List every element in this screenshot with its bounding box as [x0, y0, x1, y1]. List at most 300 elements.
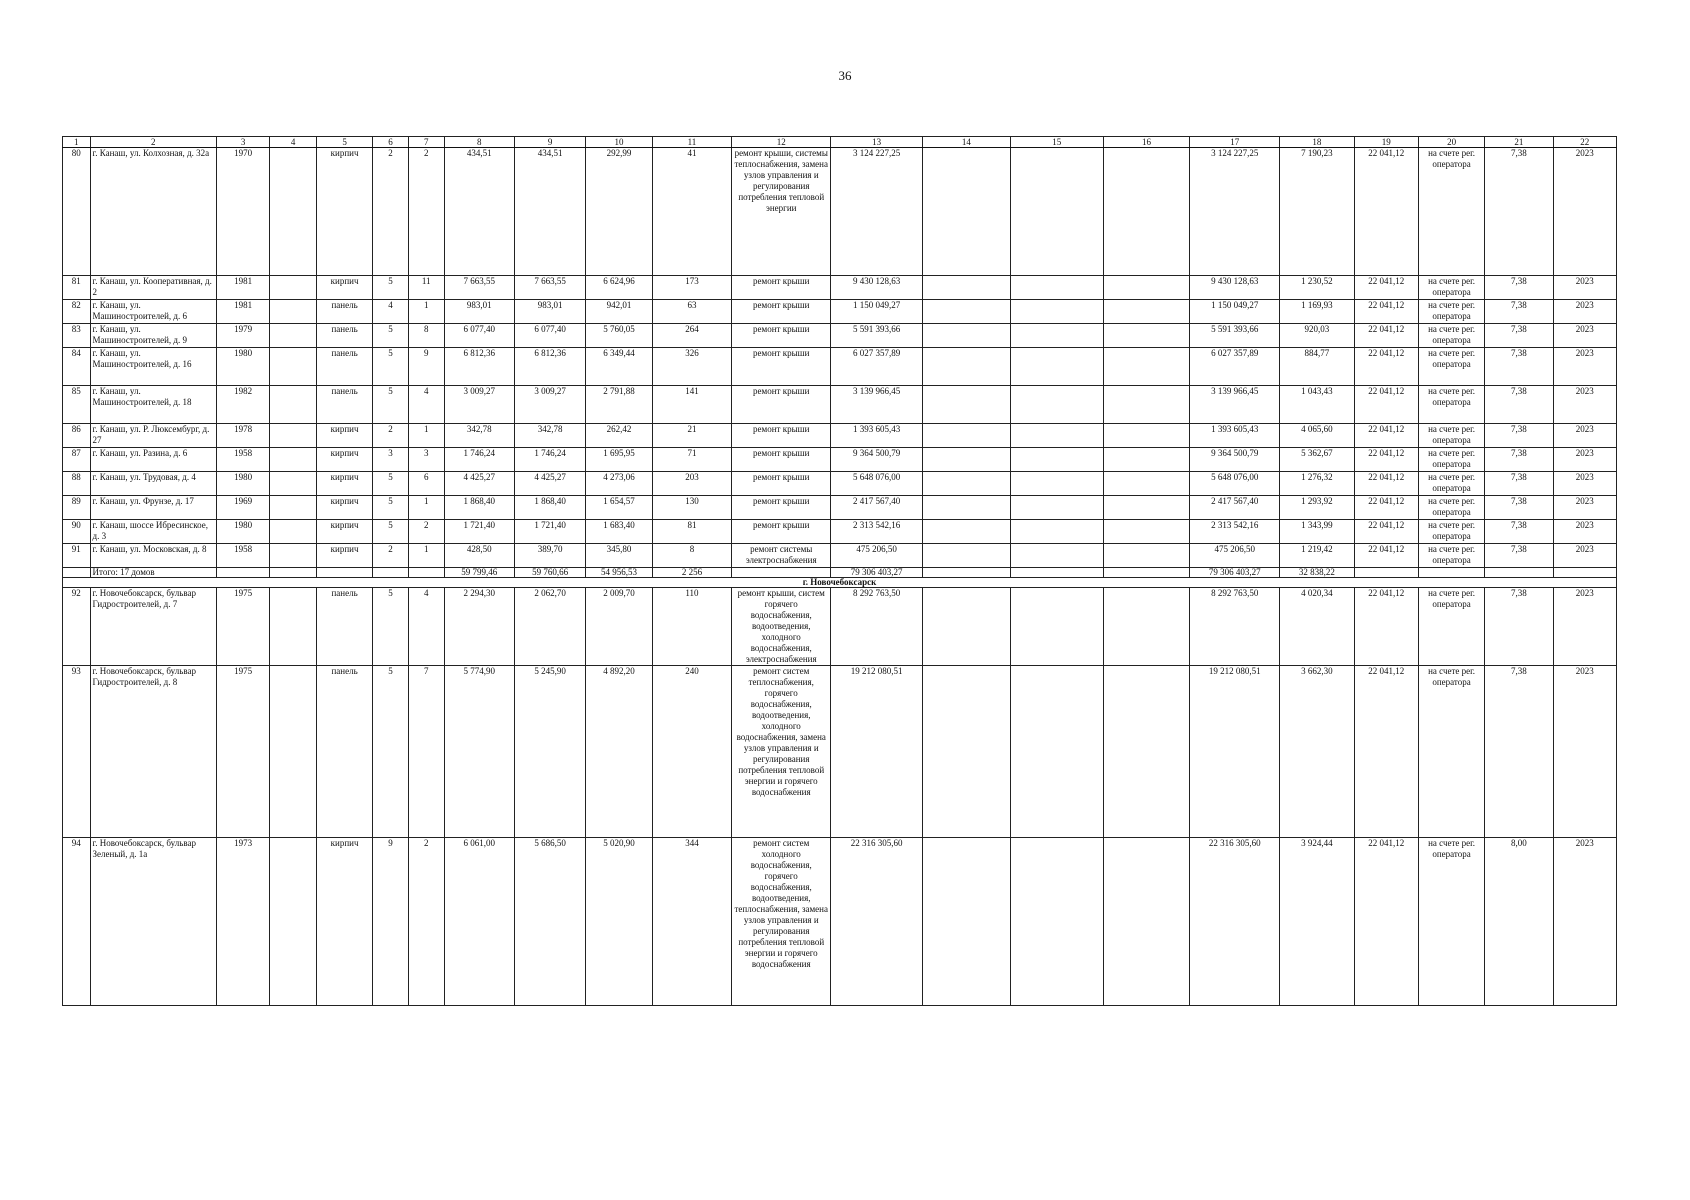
column-number-cell: 9 — [514, 137, 585, 148]
planned-year-cell: 2023 — [1553, 472, 1616, 496]
address-cell: г. Канаш, ул. Машиностроителей, д. 9 — [90, 324, 217, 348]
repair-cost-cell: 5 648 076,00 — [831, 472, 923, 496]
column-number-cell: 11 — [652, 137, 732, 148]
col-15-cell — [1010, 424, 1103, 448]
table-row — [63, 588, 1617, 666]
col-16-cell — [1103, 544, 1190, 568]
floors-cell: 2 — [373, 424, 409, 448]
floors-cell: 9 — [373, 838, 409, 1006]
address-cell: г. Канаш, ул. Колхозная, д. 32а — [90, 148, 217, 276]
wall-material-cell: кирпич — [317, 496, 373, 520]
cost-per-sqm-cell: 3 662,30 — [1280, 666, 1354, 838]
col-16-cell — [1103, 496, 1190, 520]
work-types-cell: ремонт систем холодного водоснабжения, горячего водоснабжения, водоотведения, теплоснабжения, замена узлов управления и регулирования потребления тепловой энергии и горячего водоснабжения — [732, 838, 831, 1006]
residents-cell: 344 — [652, 838, 732, 1006]
col-14-cell — [923, 472, 1011, 496]
total-area-cell: 6 077,40 — [444, 324, 514, 348]
table-row — [63, 424, 1617, 448]
col-4-cell — [270, 448, 317, 472]
year-built-cell: 1982 — [217, 386, 270, 424]
entrances-cell: 2 — [408, 838, 444, 1006]
residential-area-cell: 1 746,24 — [514, 448, 585, 472]
residents-cell: 21 — [652, 424, 732, 448]
wall-material-cell: панель — [317, 386, 373, 424]
planned-year-cell: 2023 — [1553, 448, 1616, 472]
wall-material-cell: кирпич — [317, 276, 373, 300]
col-15-cell — [1010, 666, 1103, 838]
work-types-cell: ремонт крыши — [732, 496, 831, 520]
repair-cost-cell: 9 430 128,63 — [831, 276, 923, 300]
repair-cost-cell: 5 591 393,66 — [831, 324, 923, 348]
total-area-cell: 5 774,90 — [444, 666, 514, 838]
col-15-cell — [1010, 324, 1103, 348]
col-15-cell — [1010, 300, 1103, 324]
year-built-cell: 1958 — [217, 448, 270, 472]
residential-area-cell: 434,51 — [514, 148, 585, 276]
total-area-cell: 428,50 — [444, 544, 514, 568]
total-area-cell: 342,78 — [444, 424, 514, 448]
column-number-cell: 1 — [63, 137, 91, 148]
col-14-cell — [923, 588, 1011, 666]
floors-cell: 2 — [373, 148, 409, 276]
col-4-cell — [270, 472, 317, 496]
column-number-cell: 13 — [831, 137, 923, 148]
repair-cost-cell: 475 206,50 — [831, 544, 923, 568]
year-built-cell: 1981 — [217, 276, 270, 300]
fund-method-cell: на счете рег. оператора — [1418, 472, 1484, 496]
total-area-cell: 1 746,24 — [444, 448, 514, 472]
col-17-amount-cell: 475 206,50 — [1190, 544, 1280, 568]
col-15-cell — [1010, 276, 1103, 300]
total-area-cell: 4 425,27 — [444, 472, 514, 496]
col-14-cell — [923, 276, 1011, 300]
wall-material-cell: кирпич — [317, 472, 373, 496]
row-number-cell: 85 — [63, 386, 91, 424]
column-number-cell: 3 — [217, 137, 270, 148]
col-15-cell — [1010, 544, 1103, 568]
row-number-cell: 90 — [63, 520, 91, 544]
cost-per-sqm-cell: 3 924,44 — [1280, 838, 1354, 1006]
col-4-cell — [270, 276, 317, 300]
row-number-cell: 89 — [63, 496, 91, 520]
address-cell: г. Канаш, ул. Трудовая, д. 4 — [90, 472, 217, 496]
total-cell: 54 956,53 — [586, 568, 652, 578]
entrances-cell: 2 — [408, 148, 444, 276]
max-cost-per-sqm-cell: 22 041,12 — [1354, 472, 1418, 496]
residents-cell: 71 — [652, 448, 732, 472]
year-built-cell: 1958 — [217, 544, 270, 568]
table-row — [63, 276, 1617, 300]
col-15-cell — [1010, 148, 1103, 276]
contribution-rate-cell: 8,00 — [1485, 838, 1553, 1006]
year-built-cell: 1975 — [217, 588, 270, 666]
wall-material-cell: кирпич — [317, 544, 373, 568]
col-16-cell — [1103, 588, 1190, 666]
col-4-cell — [270, 666, 317, 838]
col-16-cell — [1103, 300, 1190, 324]
work-types-cell: ремонт систем теплоснабжения, горячего водоснабжения, водоотведения, холодного водоснабжения, замена узлов управления и регулирования потребления тепловой энергии и горячего водоснабжения — [732, 666, 831, 838]
fund-method-cell: на счете рег. оператора — [1418, 300, 1484, 324]
max-cost-per-sqm-cell: 22 041,12 — [1354, 276, 1418, 300]
work-types-cell: ремонт крыши — [732, 424, 831, 448]
col-17-amount-cell: 2 313 542,16 — [1190, 520, 1280, 544]
contribution-rate-cell: 7,38 — [1485, 386, 1553, 424]
col-15-cell — [1010, 496, 1103, 520]
contribution-rate-cell: 7,38 — [1485, 300, 1553, 324]
fund-method-cell: на счете рег. оператора — [1418, 348, 1484, 386]
col-17-amount-cell: 19 212 080,51 — [1190, 666, 1280, 838]
col-17-amount-cell: 22 316 305,60 — [1190, 838, 1280, 1006]
residential-area-2-cell: 5 760,05 — [586, 324, 652, 348]
table-row — [63, 520, 1617, 544]
column-number-cell: 19 — [1354, 137, 1418, 148]
repair-cost-cell: 19 212 080,51 — [831, 666, 923, 838]
residential-area-2-cell: 5 020,90 — [586, 838, 652, 1006]
table-row — [63, 838, 1617, 1006]
contribution-rate-cell: 7,38 — [1485, 472, 1553, 496]
residents-cell: 173 — [652, 276, 732, 300]
column-number-cell: 18 — [1280, 137, 1354, 148]
entrances-cell: 3 — [408, 448, 444, 472]
address-cell: г. Новочебоксарск, бульвар Гидростроителей, д. 7 — [90, 588, 217, 666]
fund-method-cell: на счете рег. оператора — [1418, 386, 1484, 424]
work-types-cell: ремонт крыши — [732, 276, 831, 300]
total-area-cell: 3 009,27 — [444, 386, 514, 424]
residential-area-2-cell: 2 009,70 — [586, 588, 652, 666]
col-14-cell — [923, 386, 1011, 424]
max-cost-per-sqm-cell: 22 041,12 — [1354, 666, 1418, 838]
planned-year-cell: 2023 — [1553, 520, 1616, 544]
repair-cost-cell: 8 292 763,50 — [831, 588, 923, 666]
residential-area-2-cell: 2 791,88 — [586, 386, 652, 424]
residents-cell: 81 — [652, 520, 732, 544]
col-16-cell — [1103, 424, 1190, 448]
entrances-cell: 4 — [408, 386, 444, 424]
max-cost-per-sqm-cell: 22 041,12 — [1354, 520, 1418, 544]
column-number-cell: 12 — [732, 137, 831, 148]
residential-area-2-cell: 292,99 — [586, 148, 652, 276]
contribution-rate-cell: 7,38 — [1485, 588, 1553, 666]
contribution-rate-cell: 7,38 — [1485, 520, 1553, 544]
entrances-cell: 1 — [408, 544, 444, 568]
table-row — [63, 386, 1617, 424]
column-number-row — [63, 137, 1617, 148]
col-17-amount-cell: 3 139 966,45 — [1190, 386, 1280, 424]
wall-material-cell: панель — [317, 348, 373, 386]
repair-cost-cell: 2 313 542,16 — [831, 520, 923, 544]
table-row — [63, 300, 1617, 324]
col-14-cell — [923, 838, 1011, 1006]
col-17-amount-cell: 6 027 357,89 — [1190, 348, 1280, 386]
repair-cost-cell: 9 364 500,79 — [831, 448, 923, 472]
entrances-cell: 9 — [408, 348, 444, 386]
col-4-cell — [270, 424, 317, 448]
col-17-amount-cell: 9 430 128,63 — [1190, 276, 1280, 300]
contribution-rate-cell: 7,38 — [1485, 324, 1553, 348]
entrances-cell: 11 — [408, 276, 444, 300]
floors-cell: 5 — [373, 348, 409, 386]
col-16-cell — [1103, 448, 1190, 472]
capital-repair-table — [62, 136, 1617, 1006]
residential-area-2-cell: 345,80 — [586, 544, 652, 568]
planned-year-cell: 2023 — [1553, 386, 1616, 424]
residential-area-cell: 6 812,36 — [514, 348, 585, 386]
total-area-cell: 1 868,40 — [444, 496, 514, 520]
total-cell — [270, 568, 317, 578]
floors-cell: 5 — [373, 276, 409, 300]
col-4-cell — [270, 348, 317, 386]
fund-method-cell: на счете рег. оператора — [1418, 448, 1484, 472]
column-number-cell: 10 — [586, 137, 652, 148]
year-built-cell: 1970 — [217, 148, 270, 276]
repair-cost-cell: 2 417 567,40 — [831, 496, 923, 520]
wall-material-cell: панель — [317, 588, 373, 666]
residents-cell: 326 — [652, 348, 732, 386]
year-built-cell: 1975 — [217, 666, 270, 838]
address-cell: г. Канаш, шоссе Ибресинское, д. 3 — [90, 520, 217, 544]
repair-cost-cell: 3 124 227,25 — [831, 148, 923, 276]
max-cost-per-sqm-cell: 22 041,12 — [1354, 544, 1418, 568]
residential-area-cell: 983,01 — [514, 300, 585, 324]
section-title: г. Новочебоксарск — [63, 578, 1617, 588]
table-row — [63, 148, 1617, 276]
entrances-cell: 4 — [408, 588, 444, 666]
col-16-cell — [1103, 666, 1190, 838]
work-types-cell: ремонт крыши — [732, 386, 831, 424]
column-number-cell: 7 — [408, 137, 444, 148]
fund-method-cell: на счете рег. оператора — [1418, 324, 1484, 348]
repair-cost-cell: 3 139 966,45 — [831, 386, 923, 424]
fund-method-cell: на счете рег. оператора — [1418, 838, 1484, 1006]
col-15-cell — [1010, 520, 1103, 544]
cost-per-sqm-cell: 4 065,60 — [1280, 424, 1354, 448]
max-cost-per-sqm-cell: 22 041,12 — [1354, 424, 1418, 448]
planned-year-cell: 2023 — [1553, 838, 1616, 1006]
residents-cell: 141 — [652, 386, 732, 424]
planned-year-cell: 2023 — [1553, 496, 1616, 520]
table-row — [63, 496, 1617, 520]
col-14-cell — [923, 666, 1011, 838]
residents-cell: 203 — [652, 472, 732, 496]
total-cell: 59 799,46 — [444, 568, 514, 578]
table-row — [63, 324, 1617, 348]
total-cell — [1485, 568, 1553, 578]
row-number-cell: 87 — [63, 448, 91, 472]
residential-area-2-cell: 262,42 — [586, 424, 652, 448]
column-number-cell: 21 — [1485, 137, 1553, 148]
col-16-cell — [1103, 386, 1190, 424]
row-number-cell: 91 — [63, 544, 91, 568]
planned-year-cell: 2023 — [1553, 424, 1616, 448]
column-number-cell: 5 — [317, 137, 373, 148]
wall-material-cell: панель — [317, 666, 373, 838]
col-14-cell — [923, 520, 1011, 544]
residential-area-2-cell: 4 273,06 — [586, 472, 652, 496]
col-16-cell — [1103, 838, 1190, 1006]
work-types-cell: ремонт крыши — [732, 324, 831, 348]
col-14-cell — [923, 324, 1011, 348]
col-14-cell — [923, 496, 1011, 520]
total-cell: Итого: 17 домов — [90, 568, 217, 578]
max-cost-per-sqm-cell: 22 041,12 — [1354, 496, 1418, 520]
residential-area-cell: 7 663,55 — [514, 276, 585, 300]
col-15-cell — [1010, 838, 1103, 1006]
col-4-cell — [270, 544, 317, 568]
column-number-cell: 22 — [1553, 137, 1616, 148]
section-row — [63, 578, 1617, 588]
row-number-cell: 80 — [63, 148, 91, 276]
total-cell: 59 760,66 — [514, 568, 585, 578]
address-cell: г. Новочебоксарск, бульвар Зеленый, д. 1а — [90, 838, 217, 1006]
work-types-cell: ремонт крыши — [732, 348, 831, 386]
address-cell: г. Канаш, ул. Машиностроителей, д. 16 — [90, 348, 217, 386]
total-cell — [217, 568, 270, 578]
column-number-cell: 4 — [270, 137, 317, 148]
total-area-cell: 983,01 — [444, 300, 514, 324]
residential-area-2-cell: 1 654,57 — [586, 496, 652, 520]
wall-material-cell: панель — [317, 324, 373, 348]
residential-area-cell: 1 721,40 — [514, 520, 585, 544]
fund-method-cell: на счете рег. оператора — [1418, 588, 1484, 666]
fund-method-cell: на счете рег. оператора — [1418, 148, 1484, 276]
floors-cell: 5 — [373, 496, 409, 520]
residential-area-2-cell: 6 349,44 — [586, 348, 652, 386]
table-row — [63, 666, 1617, 838]
year-built-cell: 1980 — [217, 348, 270, 386]
floors-cell: 5 — [373, 588, 409, 666]
table-row — [63, 544, 1617, 568]
col-4-cell — [270, 520, 317, 544]
row-number-cell: 92 — [63, 588, 91, 666]
col-4-cell — [270, 324, 317, 348]
contribution-rate-cell: 7,38 — [1485, 148, 1553, 276]
col-14-cell — [923, 424, 1011, 448]
planned-year-cell: 2023 — [1553, 324, 1616, 348]
column-number-cell: 16 — [1103, 137, 1190, 148]
total-cell: 32 838,22 — [1280, 568, 1354, 578]
col-4-cell — [270, 838, 317, 1006]
column-number-cell: 2 — [90, 137, 217, 148]
planned-year-cell: 2023 — [1553, 276, 1616, 300]
col-17-amount-cell: 8 292 763,50 — [1190, 588, 1280, 666]
work-types-cell: ремонт крыши, системы теплоснабжения, замена узлов управления и регулирования потребления тепловой энергии — [732, 148, 831, 276]
contribution-rate-cell: 7,38 — [1485, 544, 1553, 568]
col-4-cell — [270, 386, 317, 424]
col-17-amount-cell: 3 124 227,25 — [1190, 148, 1280, 276]
residential-area-cell: 342,78 — [514, 424, 585, 448]
col-17-amount-cell: 9 364 500,79 — [1190, 448, 1280, 472]
table-row — [63, 348, 1617, 386]
planned-year-cell: 2023 — [1553, 666, 1616, 838]
column-number-cell: 15 — [1010, 137, 1103, 148]
floors-cell: 2 — [373, 544, 409, 568]
residential-area-cell: 4 425,27 — [514, 472, 585, 496]
cost-per-sqm-cell: 1 230,52 — [1280, 276, 1354, 300]
total-cell — [373, 568, 409, 578]
col-4-cell — [270, 148, 317, 276]
max-cost-per-sqm-cell: 22 041,12 — [1354, 300, 1418, 324]
total-cell: 2 256 — [652, 568, 732, 578]
residential-area-cell: 5 686,50 — [514, 838, 585, 1006]
table-row — [63, 448, 1617, 472]
cost-per-sqm-cell: 1 169,93 — [1280, 300, 1354, 324]
total-cell — [923, 568, 1011, 578]
address-cell: г. Новочебоксарск, бульвар Гидростроителей, д. 8 — [90, 666, 217, 838]
floors-cell: 5 — [373, 324, 409, 348]
contribution-rate-cell: 7,38 — [1485, 448, 1553, 472]
col-14-cell — [923, 300, 1011, 324]
planned-year-cell: 2023 — [1553, 588, 1616, 666]
col-15-cell — [1010, 348, 1103, 386]
entrances-cell: 1 — [408, 300, 444, 324]
total-cell — [1418, 568, 1484, 578]
year-built-cell: 1978 — [217, 424, 270, 448]
contribution-rate-cell: 7,38 — [1485, 276, 1553, 300]
residential-area-cell: 3 009,27 — [514, 386, 585, 424]
address-cell: г. Канаш, ул. Фрунзе, д. 17 — [90, 496, 217, 520]
column-number-cell: 17 — [1190, 137, 1280, 148]
fund-method-cell: на счете рег. оператора — [1418, 424, 1484, 448]
total-cell — [1553, 568, 1616, 578]
row-number-cell: 94 — [63, 838, 91, 1006]
work-types-cell: ремонт крыши — [732, 448, 831, 472]
fund-method-cell: на счете рег. оператора — [1418, 520, 1484, 544]
max-cost-per-sqm-cell: 22 041,12 — [1354, 348, 1418, 386]
residential-area-cell: 389,70 — [514, 544, 585, 568]
col-16-cell — [1103, 324, 1190, 348]
total-area-cell: 434,51 — [444, 148, 514, 276]
total-cell — [408, 568, 444, 578]
col-4-cell — [270, 588, 317, 666]
row-number-cell: 81 — [63, 276, 91, 300]
total-area-cell: 1 721,40 — [444, 520, 514, 544]
col-14-cell — [923, 544, 1011, 568]
work-types-cell: ремонт крыши — [732, 472, 831, 496]
max-cost-per-sqm-cell: 22 041,12 — [1354, 448, 1418, 472]
max-cost-per-sqm-cell: 22 041,12 — [1354, 838, 1418, 1006]
contribution-rate-cell: 7,38 — [1485, 666, 1553, 838]
cost-per-sqm-cell: 1 343,99 — [1280, 520, 1354, 544]
table-row — [63, 472, 1617, 496]
col-4-cell — [270, 300, 317, 324]
max-cost-per-sqm-cell: 22 041,12 — [1354, 148, 1418, 276]
col-14-cell — [923, 148, 1011, 276]
max-cost-per-sqm-cell: 22 041,12 — [1354, 324, 1418, 348]
total-area-cell: 2 294,30 — [444, 588, 514, 666]
wall-material-cell: кирпич — [317, 448, 373, 472]
wall-material-cell: кирпич — [317, 520, 373, 544]
total-cell — [732, 568, 831, 578]
row-number-cell: 93 — [63, 666, 91, 838]
col-15-cell — [1010, 448, 1103, 472]
col-4-cell — [270, 496, 317, 520]
total-area-cell: 7 663,55 — [444, 276, 514, 300]
col-16-cell — [1103, 148, 1190, 276]
fund-method-cell: на счете рег. оператора — [1418, 276, 1484, 300]
work-types-cell: ремонт системы электроснабжения — [732, 544, 831, 568]
cost-per-sqm-cell: 1 276,32 — [1280, 472, 1354, 496]
col-16-cell — [1103, 348, 1190, 386]
planned-year-cell: 2023 — [1553, 544, 1616, 568]
address-cell: г. Канаш, ул. Московская, д. 8 — [90, 544, 217, 568]
address-cell: г. Канаш, ул. Разина, д. 6 — [90, 448, 217, 472]
repair-cost-cell: 1 393 605,43 — [831, 424, 923, 448]
total-cell — [317, 568, 373, 578]
year-built-cell: 1980 — [217, 472, 270, 496]
residential-area-cell: 2 062,70 — [514, 588, 585, 666]
floors-cell: 5 — [373, 472, 409, 496]
floors-cell: 5 — [373, 386, 409, 424]
